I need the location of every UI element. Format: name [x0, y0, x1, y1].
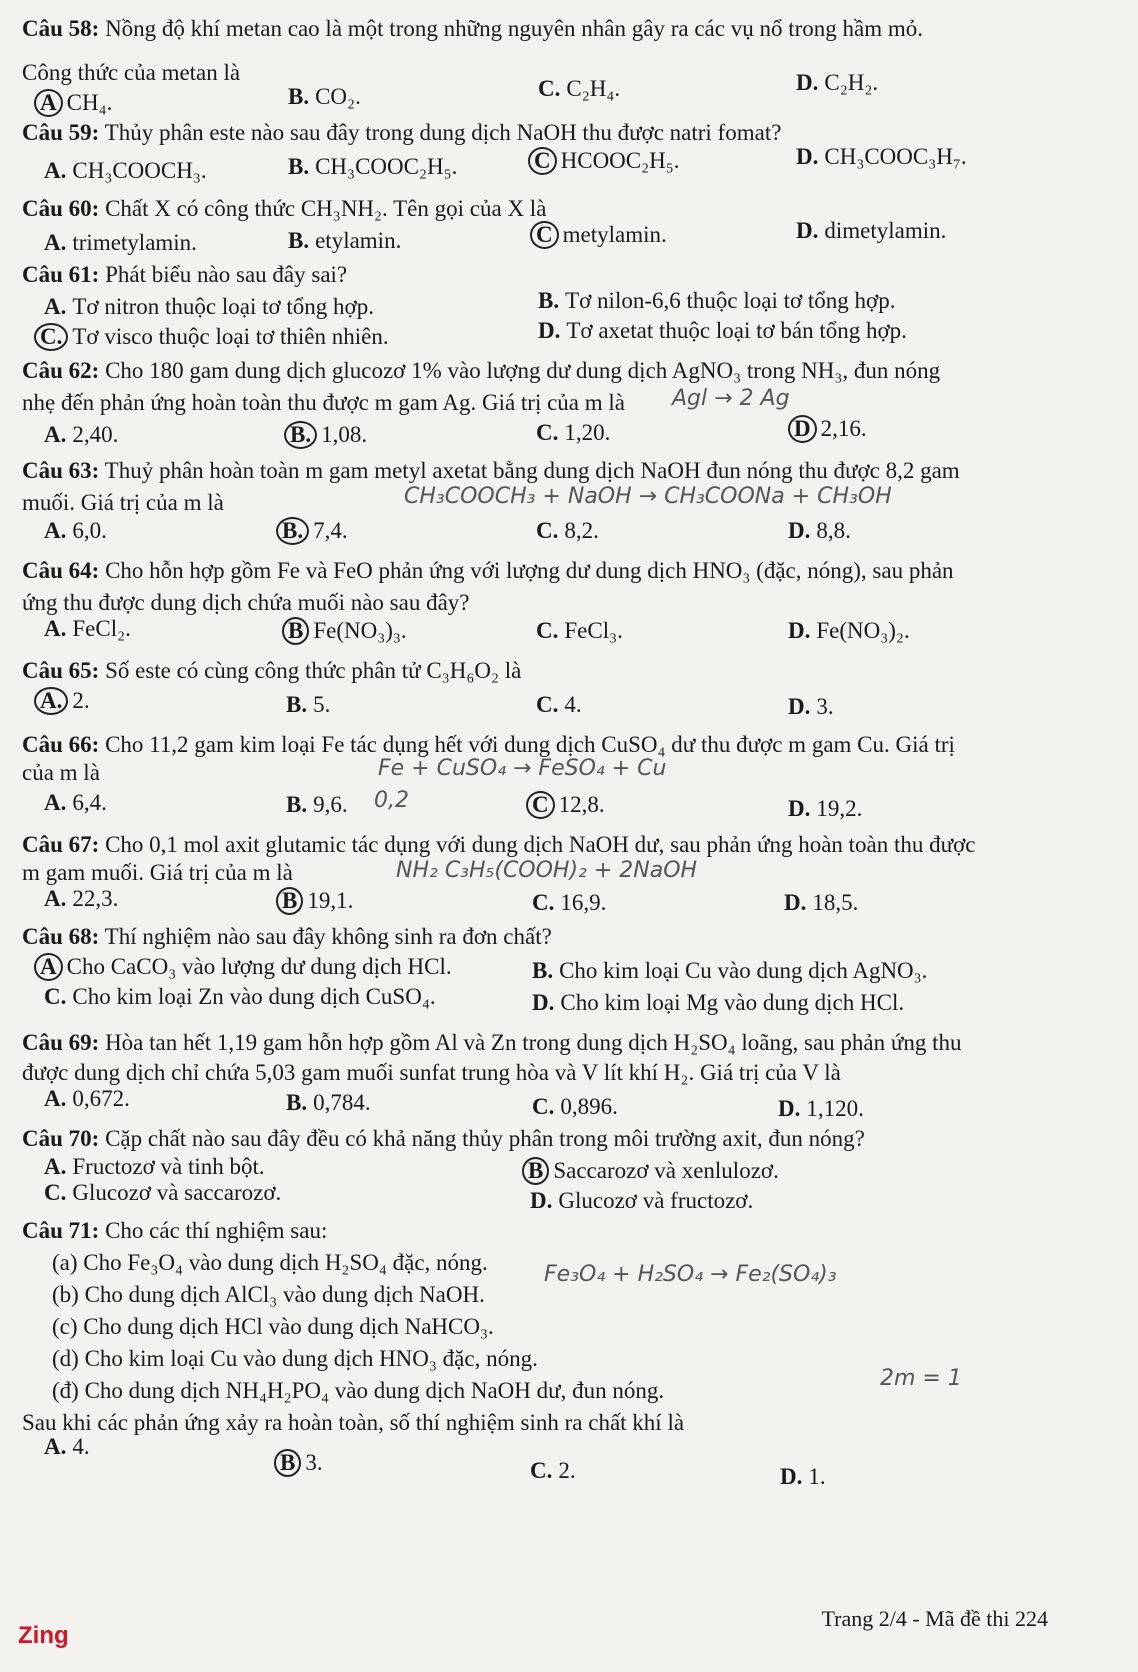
q69-option-a[interactable]: A. 0,672.: [44, 1086, 130, 1111]
q68-option-c[interactable]: C. Cho kim loại Zn vào dung dịch CuSO₄.: [44, 984, 436, 1009]
q61-option-c[interactable]: C. Tơ visco thuộc loại tơ thiên nhiên.: [34, 322, 389, 352]
q62-option-b[interactable]: B. 1,08.: [284, 420, 367, 450]
question-66-stem: Câu 66: Cho 11,2 gam kim loại Fe tác dụng hết với dung dịch CuSO₄ dư thu được m gam Cu. Giá trị: [22, 732, 955, 757]
q69-option-d[interactable]: D. 1,120.: [778, 1096, 864, 1121]
q68-option-d[interactable]: D. Cho kim loại Mg vào dung dịch HCl.: [532, 990, 905, 1015]
q61-option-a[interactable]: A. Tơ nitron thuộc loại tơ tổng hợp.: [44, 294, 374, 319]
q67-option-a[interactable]: A. 22,3.: [44, 886, 119, 911]
page-footer: Trang 2/4 - Mã đề thi 224: [821, 1606, 1048, 1631]
question-69-stem: Câu 69: Hòa tan hết 1,19 gam hỗn hợp gồm Al và Zn trong dung dịch H₂SO₄ loãng, sau phản ứng thu: [22, 1030, 962, 1055]
q65-option-d[interactable]: D. 3.: [788, 694, 834, 719]
question-63-stem: Câu 63: Thuỷ phân hoàn toàn m gam metyl axetat bằng dung dịch NaOH đun nóng thu được 8,2 gam: [22, 458, 960, 483]
q71-option-d[interactable]: D. 1.: [780, 1464, 826, 1489]
q71-item-dd: (đ) Cho dung dịch NH₄H₂PO₄ vào dung dịch NaOH dư, đun nóng.: [52, 1378, 665, 1403]
question-62-stem-2: nhẹ đến phản ứng hoàn toàn thu được m gam Ag. Giá trị của m là: [22, 390, 626, 415]
handwriting-q67: NH₂ C₃H₅(COOH)₂ + 2NaOH: [396, 858, 698, 883]
q66-option-b[interactable]: B. 9,6.: [286, 792, 348, 817]
q59-option-d[interactable]: D. CH₃COOC₃H₇.: [796, 144, 967, 169]
handwriting-q63: CH₃COOCH₃ + NaOH → CH₃COONa + CH₃OH: [404, 484, 892, 509]
q70-option-b[interactable]: B Saccarozơ và xenlulozơ.: [522, 1156, 779, 1186]
q67-option-d[interactable]: D. 18,5.: [784, 890, 859, 915]
q58-option-a[interactable]: A CH₄.: [34, 88, 112, 118]
q60-option-d[interactable]: D. dimetylamin.: [796, 218, 947, 243]
q64-option-b[interactable]: B Fe(NO₃)₃.: [282, 616, 407, 646]
q68-option-b[interactable]: B. Cho kim loại Cu vào dung dịch AgNO₃.: [532, 958, 928, 983]
q63-option-a[interactable]: A. 6,0.: [44, 518, 107, 543]
q65-option-b[interactable]: B. 5.: [286, 692, 331, 717]
q71-option-c[interactable]: C. 2.: [530, 1458, 576, 1483]
handwriting-q66: Fe + CuSO₄ → FeSO₄ + Cu: [378, 756, 667, 781]
q71-item-d: (d) Cho kim loại Cu vào dung dịch HNO₃ đặc, nóng.: [52, 1346, 538, 1371]
question-69-stem-2: được dung dịch chỉ chứa 5,03 gam muối sunfat trung hòa và V lít khí H₂. Giá trị của V là: [22, 1060, 841, 1085]
q67-option-c[interactable]: C. 16,9.: [532, 890, 607, 915]
q65-option-c[interactable]: C. 4.: [536, 692, 582, 717]
q63-option-c[interactable]: C. 8,2.: [536, 518, 599, 543]
question-71-stem-2: Sau khi các phản ứng xảy ra hoàn toàn, số thí nghiệm sinh ra chất khí là: [22, 1410, 685, 1435]
q59-option-b[interactable]: B. CH₃COOC₂H₅.: [288, 154, 458, 179]
zing-logo: Zing: [18, 1622, 69, 1649]
question-58-stem-2: Công thức của metan là: [22, 60, 241, 85]
q63-option-d[interactable]: D. 8,8.: [788, 518, 851, 543]
q60-option-c[interactable]: C metylamin.: [530, 220, 667, 250]
handwriting-q62: Agl → 2 Ag: [672, 386, 790, 411]
q63-option-b[interactable]: B. 7,4.: [276, 516, 348, 546]
q59-option-c[interactable]: C HCOOC₂H₅.: [528, 146, 680, 176]
question-61-stem: Câu 61: Phát biểu nào sau đây sai?: [22, 262, 348, 287]
handwriting-q71b: 2m = 1: [880, 1366, 962, 1391]
question-59-stem: Câu 59: Thủy phân este nào sau đây trong dung dịch NaOH thu được natri fomat?: [22, 120, 782, 145]
question-64-stem: Câu 64: Cho hỗn hợp gồm Fe và FeO phản ứng với lượng dư dung dịch HNO₃ (đặc, nóng), sau phản: [22, 558, 954, 583]
q67-option-b[interactable]: B 19,1.: [276, 886, 353, 916]
q66-option-c[interactable]: C 12,8.: [526, 790, 605, 820]
q59-option-a[interactable]: A. CH₃COOCH₃.: [44, 158, 207, 183]
q62-option-a[interactable]: A. 2,40.: [44, 422, 119, 447]
q58-option-d[interactable]: D. C₂H₂.: [796, 70, 879, 95]
q68-option-a[interactable]: A Cho CaCO₃ vào lượng dư dung dịch HCl.: [34, 952, 452, 982]
q69-option-b[interactable]: B. 0,784.: [286, 1090, 371, 1115]
q58-option-c[interactable]: C. C₂H₄.: [538, 76, 621, 101]
question-68-stem: Câu 68: Thí nghiệm nào sau đây không sinh ra đơn chất?: [22, 924, 552, 949]
q61-option-b[interactable]: B. Tơ nilon-6,6 thuộc loại tơ tổng hợp.: [538, 288, 896, 313]
q66-option-d[interactable]: D. 19,2.: [788, 796, 863, 821]
q71-item-a: (a) Cho Fe₃O₄ vào dung dịch H₂SO₄ đặc, nóng.: [52, 1250, 488, 1275]
q61-option-d[interactable]: D. Tơ axetat thuộc loại tơ bán tổng hợp.: [538, 318, 907, 343]
question-64-stem-2: ứng thu được dung dịch chứa muối nào sau đây?: [22, 590, 470, 615]
q70-option-d[interactable]: D. Glucozơ và fructozơ.: [530, 1188, 754, 1213]
question-70-stem: Câu 70: Cặp chất nào sau đây đều có khả năng thủy phân trong môi trường axit, đun nóng?: [22, 1126, 865, 1151]
q58-option-b[interactable]: B. CO₂.: [288, 84, 361, 109]
handwriting-q66b: 0,2: [374, 788, 409, 813]
q60-option-a[interactable]: A. trimetylamin.: [44, 230, 197, 255]
q64-option-c[interactable]: C. FeCl₃.: [536, 618, 623, 643]
q70-option-a[interactable]: A. Fructozơ và tinh bột.: [44, 1154, 265, 1179]
q69-option-c[interactable]: C. 0,896.: [532, 1094, 618, 1119]
q64-option-d[interactable]: D. Fe(NO₃)₂.: [788, 618, 910, 643]
question-67-stem: Câu 67: Cho 0,1 mol axit glutamic tác dụng với dung dịch NaOH dư, sau phản ứng hoàn toàn thu được: [22, 832, 976, 857]
question-60-stem: Câu 60: Chất X có công thức CH₃NH₂. Tên gọi của X là: [22, 196, 547, 221]
q60-option-b[interactable]: B. etylamin.: [288, 228, 402, 253]
q62-option-d[interactable]: D 2,16.: [788, 414, 867, 444]
handwriting-q71: Fe₃O₄ + H₂SO₄ → Fe₂(SO₄)₃: [544, 1262, 837, 1287]
q70-option-c[interactable]: C. Glucozơ và saccarozơ.: [44, 1180, 282, 1205]
q71-item-c: (c) Cho dung dịch HCl vào dung dịch NaHCO₃.: [52, 1314, 494, 1339]
q71-option-a[interactable]: A. 4.: [44, 1434, 90, 1459]
q62-option-c[interactable]: C. 1,20.: [536, 420, 611, 445]
q71-item-b: (b) Cho dung dịch AlCl₃ vào dung dịch NaOH.: [52, 1282, 485, 1307]
q65-option-a[interactable]: A. 2.: [34, 686, 90, 716]
question-62-stem: Câu 62: Cho 180 gam dung dịch glucozơ 1% vào lượng dư dung dịch AgNO₃ trong NH₃, đun nóng: [22, 358, 941, 383]
q71-option-b[interactable]: B 3.: [274, 1448, 323, 1478]
question-63-stem-2: muối. Giá trị của m là: [22, 490, 224, 515]
question-67-stem-2: m gam muối. Giá trị của m là: [22, 860, 293, 885]
question-58-stem: Câu 58: Nồng độ khí metan cao là một trong những nguyên nhân gây ra các vụ nổ trong hầm mỏ.: [22, 16, 923, 41]
q66-option-a[interactable]: A. 6,4.: [44, 790, 107, 815]
q64-option-a[interactable]: A. FeCl₂.: [44, 616, 131, 641]
question-71-stem: Câu 71: Cho các thí nghiệm sau:: [22, 1218, 328, 1243]
question-65-stem: Câu 65: Số este có cùng công thức phân tử C₃H₆O₂ là: [22, 658, 522, 683]
question-66-stem-2: của m là: [22, 760, 100, 785]
